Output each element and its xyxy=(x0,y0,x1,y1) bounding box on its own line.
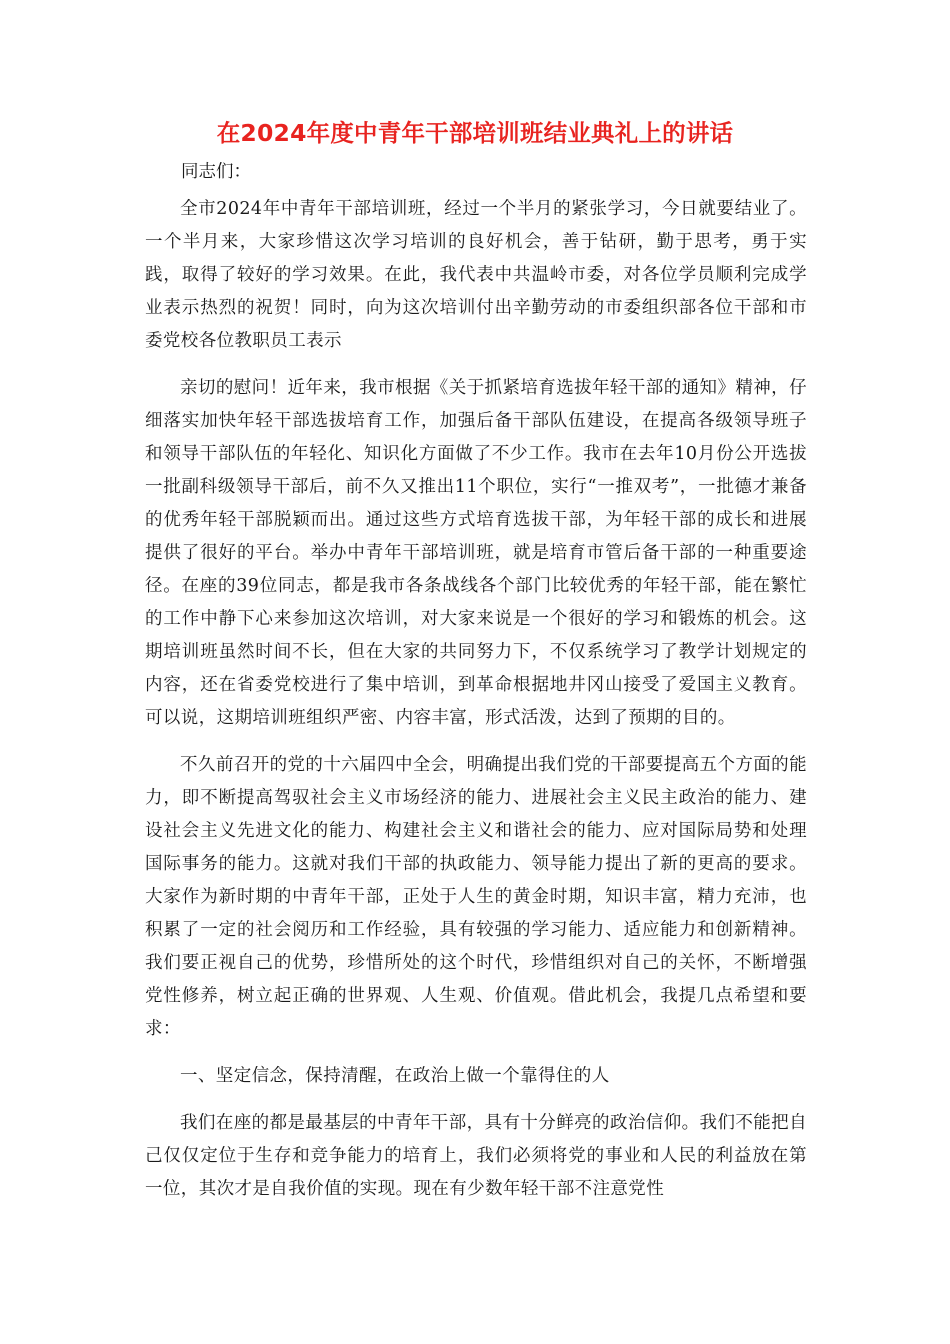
salutation: 同志们： xyxy=(181,162,251,182)
paragraph-3: 不久前召开的党的十六届四中全会，明确提出我们党的干部要提高五个方面的能力，即不断提高驾驭社会主义市场经济的能力、进展社会主义民主政治的能力、建设社会主义先进文化的能力、构建社会主义和谐社会的能力、应对国际局势和处理国际事务的能力。这就对我们干部的执政能力、领导能力提出了新的更高的要求。大家作为新时期的中青年干部，正处于人生的黄金时期，知识丰富，精力充沛，也积累了一定的社会阅历和工作经验，具有较强的学习能力、适应能力和创新精神。我们要正视自己的优势，珍惜所处的这个时代，珍惜组织对自己的关怀，不断增强党性修养，树立起正确的世界观、人生观、价值观。借此机会，我提几点希望和要求： xyxy=(145,755,807,1039)
paragraph-1: 全市2024年中青年干部培训班，经过一个半月的紧张学习，今日就要结业了。一个半月来，大家珍惜这次学习培训的良好机会，善于钻研，勤于思考，勇于实践，取得了较好的学习效果。在此，我代表中共温岭市委，对各位学员顺利完成学业表示热烈的祝贺！同时，向为这次培训付出辛勤劳动的市委组织部各位干部和市委党校各位教职员工表示 xyxy=(145,199,807,351)
document-body xyxy=(145,193,807,1220)
paragraph-4: 我们在座的都是最基层的中青年干部，具有十分鲜亮的政治信仰。我们不能把自己仅仅定位于生存和竞争能力的培育上，我们必须将党的事业和人民的利益放在第一位，其次才是自我价值的实现。现在有少数年轻干部不注意党性 xyxy=(145,1113,807,1199)
paragraph-2: 亲切的慰问！近年来，我市根据《关于抓紧培育选拔年轻干部的通知》精神，仔细落实加快年轻干部选拔培育工作，加强后备干部队伍建设，在提高各级领导班子和领导干部队伍的年轻化、知识化方面做了不少工作。我市在去年10月份公开选拔一批副科级领导干部后，前不久又推出11个职位，实行“一推双考”，一批德才兼备的优秀年轻干部脱颖而出。通过这些方式培育选拔干部，为年轻干部的成长和进展提供了很好的平台。举办中青年干部培训班，就是培育市管后备干部的一种重要途径。在座的39位同志，都是我市各条战线各个部门比较优秀的年轻干部，能在繁忙的工作中静下心来参加这次培训，对大家来说是一个很好的学习和锻炼的机会。这期培训班虽然时间不长，但在大家的共同努力下，不仅系统学习了教学计划规定的内容，还在省委党校进行了集中培训，到革命根据地井冈山接受了爱国主义教育。可以说，这期培训班组织严密、内容丰富，形式活泼，达到了预期的目的。 xyxy=(145,378,807,728)
section-heading-1: 一、坚定信念，保持清醒，在政治上做一个靠得住的人 xyxy=(180,1066,610,1086)
document-title: 在2024年度中青年干部培训班结业典礼上的讲话 xyxy=(216,119,734,147)
